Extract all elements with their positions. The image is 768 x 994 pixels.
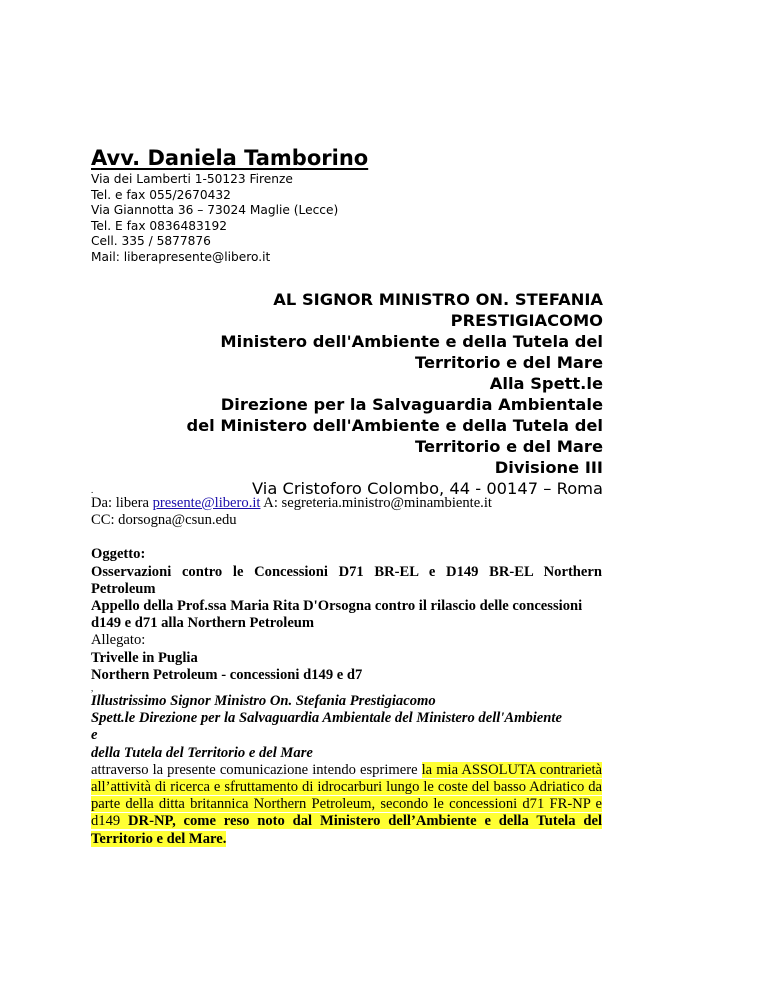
mail-from-link[interactable]: presente@libero.it	[152, 495, 261, 511]
contact-line: Mail: liberapresente@libero.it	[91, 249, 271, 264]
contact-line: Tel. E fax 0836483192	[91, 218, 227, 233]
contact-line: Via Giannotta 36 – 73024 Maglie (Lecce)	[91, 203, 339, 218]
recipient-line: del Ministero dell'Ambiente e della Tutela del	[186, 416, 603, 435]
mail-from-to	[91, 495, 602, 512]
contact-block	[91, 172, 338, 266]
contact-line: Cell. 335 / 5877876	[91, 234, 211, 249]
paragraph-highlight: la mia ASSOLUTA contrarietà all’attività di ricerca e sfruttamento di idrocarburi lungo le coste del basso Adriatico da parte della ditta britannica Northern Petroleum, secondo le concessioni d71 FR-NP e d149	[91, 761, 603, 830]
recipient-line: Direzione per la Salvaguardia Ambientale	[220, 395, 603, 414]
salutation-line: e	[91, 727, 98, 744]
author-name: Avv. Daniela Tamborino	[91, 146, 369, 170]
attachment-label: Allegato:	[91, 632, 146, 649]
subject-line: Osservazioni contro le Concessioni D71 BR-EL e D149 BR-EL Northern Petroleum	[91, 563, 602, 597]
salutation-line: Illustrissimo Signor Ministro On. Stefania Prestigiacomo	[91, 693, 436, 710]
attachment-item: Northern Petroleum - concessioni d149 e d7	[91, 666, 363, 683]
contact-line: Tel. e fax 055/2670432	[91, 187, 231, 202]
recipient-line: AL SIGNOR MINISTRO ON. STEFANIA	[273, 290, 603, 309]
salutation-line: della Tutela del Territorio e del Mare	[91, 744, 313, 761]
paragraph-highlight-bold: DR-NP, come reso noto dal Ministero dell’Ambiente e della Tutela del Territorio e del Mare.	[91, 813, 602, 847]
paragraph-text: attraverso la presente comunicazione intendo esprimere	[91, 761, 422, 778]
recipient-line: Alla Spett.le	[489, 374, 603, 393]
mail-to: A: segreteria.ministro@minambiente.it	[260, 495, 492, 511]
contact-line: Via dei Lamberti 1-50123 Firenze	[91, 172, 293, 186]
recipient-block	[83, 289, 603, 499]
mail-cc: CC: dorsogna@csun.edu	[91, 512, 237, 529]
recipient-line: Ministero dell'Ambiente e della Tutela del	[220, 332, 603, 351]
body-paragraph	[91, 762, 602, 848]
mail-from-label: Da: libera	[91, 495, 153, 511]
subject-line: Appello della Prof.ssa Maria Rita D'Orsogna contro il rilascio delle concessioni d149 e d71 alla Northern Petroleum	[91, 598, 583, 632]
recipient-line: PRESTIGIACOMO	[450, 311, 603, 330]
separator-comma: ,	[91, 683, 94, 694]
recipient-line: Territorio e del Mare	[415, 437, 603, 456]
attachment-item: Trivelle in Puglia	[91, 649, 198, 666]
letter-body	[91, 486, 602, 848]
separator-dot: .	[91, 485, 94, 495]
salutation-line: Spett.le Direzione per la Salvaguardia Ambientale del Ministero dell'Ambiente	[91, 710, 562, 727]
recipient-line: Territorio e del Mare	[415, 353, 603, 372]
subject-label: Oggetto:	[91, 546, 146, 563]
recipient-line: Divisione III	[494, 458, 603, 477]
recipient-address: Via Cristoforo Colombo, 44 - 00147 – Roma	[252, 479, 603, 498]
